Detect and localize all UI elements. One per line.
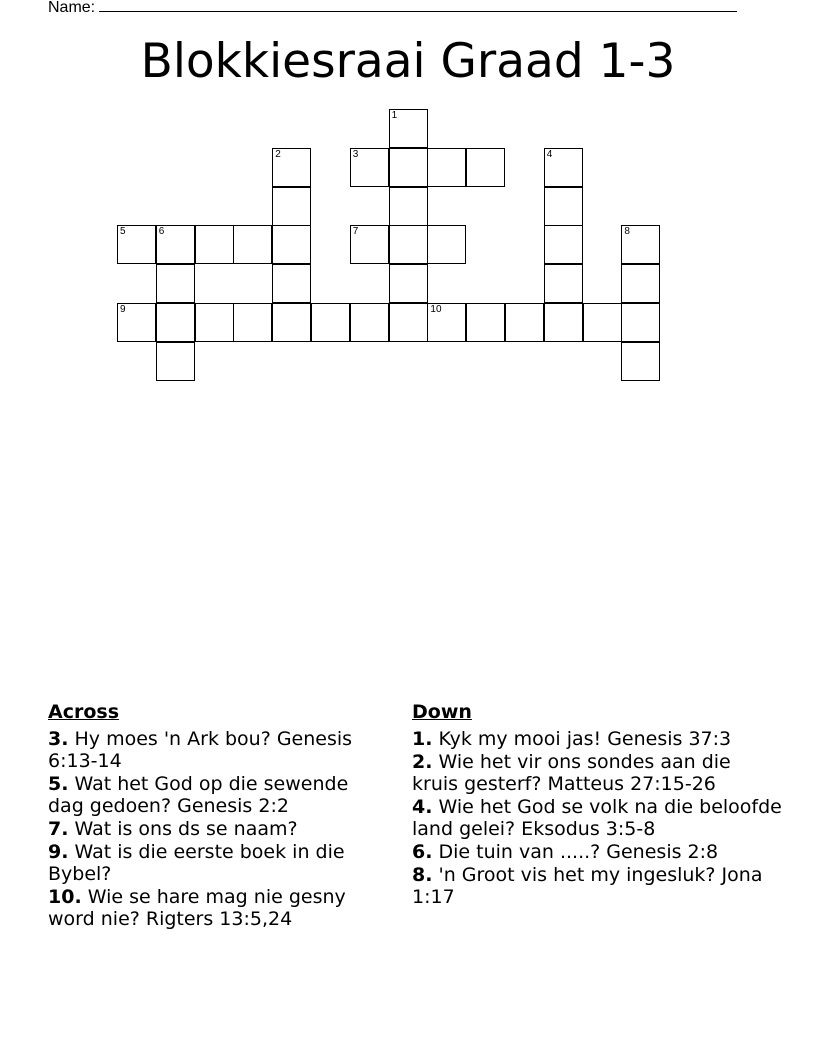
grid-cell[interactable]: [156, 225, 195, 264]
grid-cell[interactable]: [350, 303, 389, 342]
across-clue: [48, 886, 378, 930]
grid-cell[interactable]: [505, 303, 544, 342]
clue-text: Wat het God op die sewende dag gedoen? Genesis 2:2: [48, 773, 349, 817]
clue-number: 2.: [412, 751, 433, 773]
across-clue: [48, 841, 378, 885]
grid-cell[interactable]: [272, 148, 311, 187]
grid-cell[interactable]: [156, 264, 195, 303]
name-label: Name:: [48, 0, 96, 16]
clue-number: 7.: [48, 818, 69, 840]
clue-number: 9.: [48, 841, 69, 863]
clue-number: 3.: [48, 728, 69, 750]
grid-cell[interactable]: [156, 303, 195, 342]
grid-cell[interactable]: [350, 148, 389, 187]
clue-number: 8: [624, 226, 630, 238]
grid-cell[interactable]: [389, 225, 428, 264]
down-clue: [412, 751, 782, 795]
crossword-grid: [0, 0, 816, 400]
grid-cell[interactable]: [195, 225, 234, 264]
grid-cell[interactable]: [544, 264, 583, 303]
grid-cell[interactable]: [389, 264, 428, 303]
clue-number: 8.: [412, 864, 433, 886]
grid-cell[interactable]: [350, 225, 389, 264]
grid-cell[interactable]: [427, 225, 466, 264]
grid-cell[interactable]: [272, 303, 311, 342]
clue-text: Wie het God se volk na die beloofde land gelei? Eksodus 3:5-8: [412, 796, 782, 840]
grid-cell[interactable]: [389, 303, 428, 342]
grid-cell[interactable]: [621, 342, 660, 381]
down-clue: [412, 728, 782, 750]
clue-number: 10: [430, 304, 442, 315]
grid-cell[interactable]: [544, 303, 583, 342]
grid-cell[interactable]: [117, 225, 156, 264]
down-heading: Down: [412, 701, 472, 723]
grid-cell[interactable]: [311, 303, 350, 342]
grid-cell[interactable]: [272, 187, 311, 226]
grid-cell[interactable]: [621, 303, 660, 342]
grid-cell[interactable]: [466, 303, 505, 342]
down-clues: [412, 700, 782, 909]
clue-number: 10.: [48, 886, 82, 908]
clue-text: Kyk my mooi jas! Genesis 37:3: [432, 728, 732, 750]
across-clues: [48, 700, 378, 931]
grid-cell[interactable]: [544, 187, 583, 226]
grid-cell[interactable]: [621, 225, 660, 264]
grid-cell[interactable]: [544, 225, 583, 264]
grid-cell[interactable]: [583, 303, 622, 342]
clue-text: Wie het vir ons sondes aan die kruis gesterf? Matteus 27:15-26: [412, 751, 731, 795]
across-heading: Across: [48, 701, 120, 723]
grid-cell[interactable]: [233, 225, 272, 264]
grid-cell[interactable]: [621, 264, 660, 303]
clue-number: 4: [546, 148, 553, 160]
page-title: Blokkiesraai Graad 1-3: [140, 34, 676, 89]
grid-cell[interactable]: [272, 225, 311, 264]
clue-text: Wat is die eerste boek in die Bybel?: [48, 841, 345, 885]
across-clue-list: [48, 728, 378, 930]
clue-text: Hy moes 'n Ark bou? Genesis 6:13-14: [48, 728, 353, 772]
grid-cell[interactable]: [427, 303, 466, 342]
clue-number: 6.: [412, 841, 433, 863]
across-clue: [48, 773, 378, 817]
clue-number: 4.: [412, 796, 433, 818]
grid-cell[interactable]: [389, 109, 428, 148]
clue-number: 9: [120, 304, 126, 315]
clue-number: 3: [352, 148, 359, 160]
clue-number: 5: [120, 226, 126, 238]
grid-cell[interactable]: [544, 148, 583, 187]
clue-number: 1: [391, 110, 398, 121]
grid-cell[interactable]: [195, 303, 234, 342]
clue-number: 7: [352, 226, 359, 238]
grid-cell[interactable]: [233, 303, 272, 342]
clue-text: 'n Groot vis het my ingesluk? Jona 1:17: [412, 864, 763, 908]
clue-number: 6: [158, 226, 165, 238]
grid-cell[interactable]: [272, 264, 311, 303]
clue-text: Wie se hare mag nie gesny word nie? Rigters 13:5,24: [48, 886, 346, 930]
clue-number: 1.: [412, 728, 433, 750]
grid-cell[interactable]: [427, 148, 466, 187]
grid-cell[interactable]: [389, 187, 428, 226]
grid-cell[interactable]: [389, 148, 428, 187]
clue-text: Die tuin van .....? Genesis 2:8: [432, 841, 719, 863]
grid-cell[interactable]: [466, 148, 505, 187]
down-clue: [412, 864, 782, 908]
clue-text: Wat is ons ds se naam?: [68, 818, 298, 840]
across-clue: [48, 818, 378, 840]
grid-cell[interactable]: [117, 303, 156, 342]
down-clue-list: [412, 728, 782, 908]
clue-number: 5.: [48, 773, 69, 795]
down-clue: [412, 841, 782, 863]
down-clue: [412, 796, 782, 840]
grid-cell[interactable]: [156, 342, 195, 381]
across-clue: [48, 728, 378, 772]
clue-number: 2: [275, 148, 281, 160]
